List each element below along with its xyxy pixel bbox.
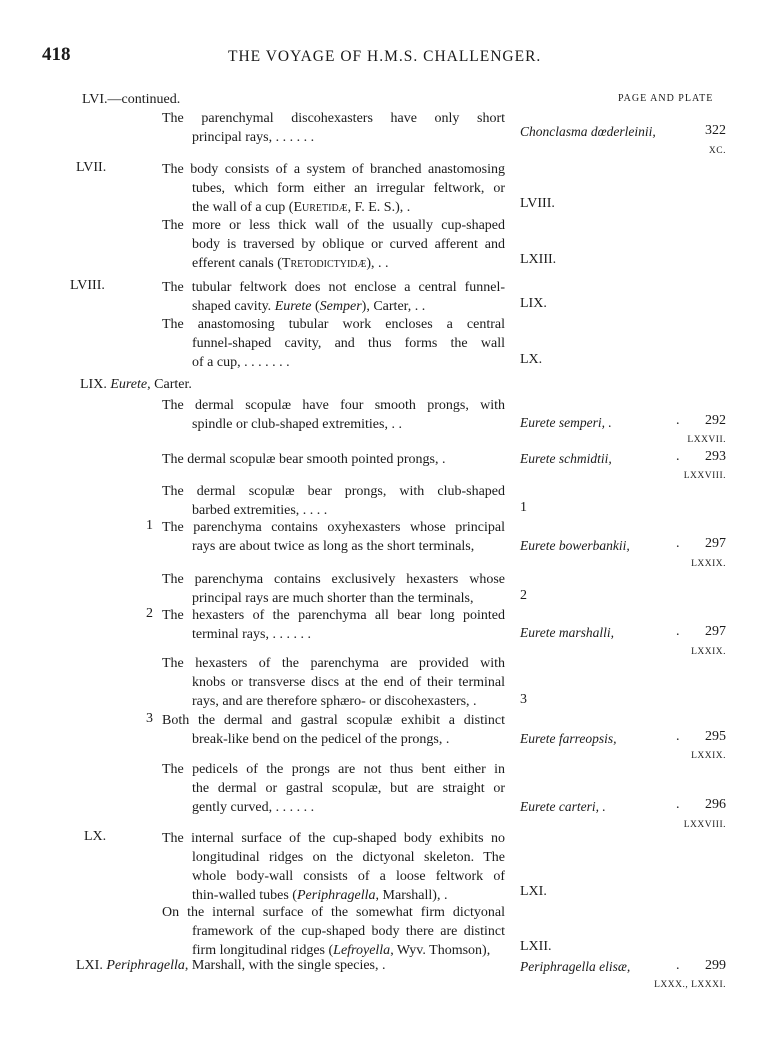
text-line: The anastomosing tubular work encloses a central [162,317,505,332]
lvii-entry-b [162,216,505,273]
page-ref: 322 [705,123,726,138]
lix-entry-d [162,518,505,556]
leader-dot: . [676,797,680,812]
text-line: knobs or transverse discs at the end of their terminal [192,675,505,690]
leader-dot: . [676,413,680,428]
text-line: rays are about twice as long as the short terminals, [192,539,475,554]
species-ref: Eurete marshalli, [520,625,614,640]
text-line: principal rays, . . . . . . [192,130,315,145]
text-line: efferent canals (Tretodictyidæ), . . [192,256,389,271]
section-label: LX. [84,829,107,844]
species-ref: Eurete semperi, . [520,415,612,430]
text-line: The dermal scopulæ bear prongs, with club-shaped [162,484,505,499]
text-line: The dermal scopulæ bear smooth pointed prongs, . [162,452,446,467]
text-line: The internal surface of the cup-shaped body exhibits no [162,831,505,846]
text-line: funnel-shaped cavity, and thus forms the wall [192,336,505,351]
plate-ref: LXXX., LXXXI. [654,980,726,990]
text-line: terminal rays, . . . . . . [192,627,311,642]
text-line: The hexasters of the parenchyma all bear long pointed [162,608,505,623]
plate-ref: LXXIX. [691,559,726,569]
lix-entry-a [162,396,505,434]
text-line: Both the dermal and gastral scopulæ exhibit a distinct [162,713,505,728]
text-line: body is traversed by oblique or curved afferent and [192,237,505,252]
text-line: firm longitudinal ridges (Lefroyella, Wyv. Thomson), [192,943,491,958]
text-line: barbed extremities, . . . . [192,503,328,518]
lvii-entry-a [162,160,505,217]
text-line: The hexasters of the parenchyma are provided with [162,656,505,671]
section-heading: LXI. Periphragella, Marshall, with the single species, . [76,958,386,973]
page-ref: 296 [705,797,726,812]
lix-entry-c [162,482,505,520]
text-line: framework of the cup-shaped body there are distinct [192,924,505,939]
line-number: 2 [146,606,153,621]
lviii-entry-a [162,278,505,316]
plate-ref: LXXVII. [687,435,726,445]
column-header: PAGE AND PLATE [618,93,714,104]
running-title: THE VOYAGE OF H.M.S. CHALLENGER. [228,48,542,65]
lix-entry-e [162,570,505,608]
text-line: gently curved, . . . . . . [192,800,315,815]
plate-ref: LXXIX. [691,647,726,657]
species-ref: Eurete schmidtii, [520,451,612,466]
species-ref: Chonclasma dœderleinii, [520,124,656,139]
text-line: The more or less thick wall of the usually cup-shaped [162,218,505,233]
key-ref: 2 [520,588,527,603]
line-number: 1 [146,518,153,533]
text-line: break-like bend on the pedicel of the prongs, . [192,732,450,747]
section-ref: LX. [520,352,543,367]
section-ref: LXII. [520,939,552,954]
section-ref: LVIII. [520,196,555,211]
species-ref: Eurete farreopsis, [520,731,617,746]
plate-ref: LXXIX. [691,751,726,761]
text-line: the wall of a cup (Euretidæ, F. E. S.), . [192,200,411,215]
page-ref: 299 [705,958,726,973]
text-line: The parenchyma contains oxyhexasters whose principal [162,520,505,535]
lix-entry-b [162,450,505,469]
key-ref: 1 [520,500,527,515]
page-ref: 293 [705,449,726,464]
text-line: principal rays are much shorter than the terminals, [192,591,474,606]
species-ref: Periphragella elisæ, [520,959,631,974]
page-ref: 292 [705,413,726,428]
line-number: 3 [146,711,153,726]
leader-dot: . [676,729,680,744]
lvi-entry [162,109,505,147]
plate-ref: LXXVIII. [683,820,726,830]
text-line: tubes, which form either an irregular feltwork, or [192,181,505,196]
section-ref: LIX. [520,296,547,311]
section-ref: LXIII. [520,252,557,267]
text-line: spindle or club-shaped extremities, . . [192,417,402,432]
continued-label: LVI.—continued. [82,92,181,107]
section-heading: LIX. Eurete, Carter. [80,377,192,392]
text-line: The tubular feltwork does not enclose a central funnel- [162,280,505,295]
text-line: shaped cavity. Eurete (Semper), Carter, . . [192,299,426,314]
lviii-entry-b [162,315,505,372]
page-number: 418 [42,44,71,65]
lix-entry-h [162,711,505,749]
lx-entry-a [162,829,505,905]
text-line: the dermal or gastral scopulæ, but are straight or [192,781,505,796]
leader-dot: . [676,449,680,464]
text-line: The pedicels of the prongs are not thus bent either in [162,762,505,777]
text-line: The parenchyma contains exclusively hexasters whose [162,572,505,587]
section-ref: LXI. [520,884,547,899]
key-ref: 3 [520,692,527,707]
leader-dot: . [676,624,680,639]
text-line: thin-walled tubes (Periphragella, Marshall), . [192,888,448,903]
lix-entry-g [162,654,505,711]
text-line: longitudinal ridges on the dictyonal skeleton. The [192,850,505,865]
lix-entry-f [162,606,505,644]
text-line: of a cup, . . . . . . . [192,355,290,370]
lx-entry-b [162,903,505,960]
plate-ref: XC. [708,146,726,156]
leader-dot: . [676,536,680,551]
leader-dot: . [676,958,680,973]
species-ref: Eurete bowerbankii, [520,538,630,553]
page-ref: 297 [705,624,726,639]
text-line: whole body-wall consists of a loose feltwork of [192,869,505,884]
plate-ref: LXXVIII. [683,471,726,481]
lix-entry-i [162,760,505,817]
text-line: rays, and are therefore sphæro- or discohexasters, . [192,694,477,709]
text-line: The parenchymal discohexasters have only short [162,111,505,126]
text-line: The dermal scopulæ have four smooth prongs, with [162,398,505,413]
species-ref: Eurete carteri, . [520,799,606,814]
section-label: LVII. [76,160,107,175]
page-ref: 295 [705,729,726,744]
page-ref: 297 [705,536,726,551]
section-label: LVIII. [70,278,105,293]
text-line: On the internal surface of the somewhat firm dictyonal [162,905,505,920]
text-line: The body consists of a system of branched anastomosing [162,162,505,177]
